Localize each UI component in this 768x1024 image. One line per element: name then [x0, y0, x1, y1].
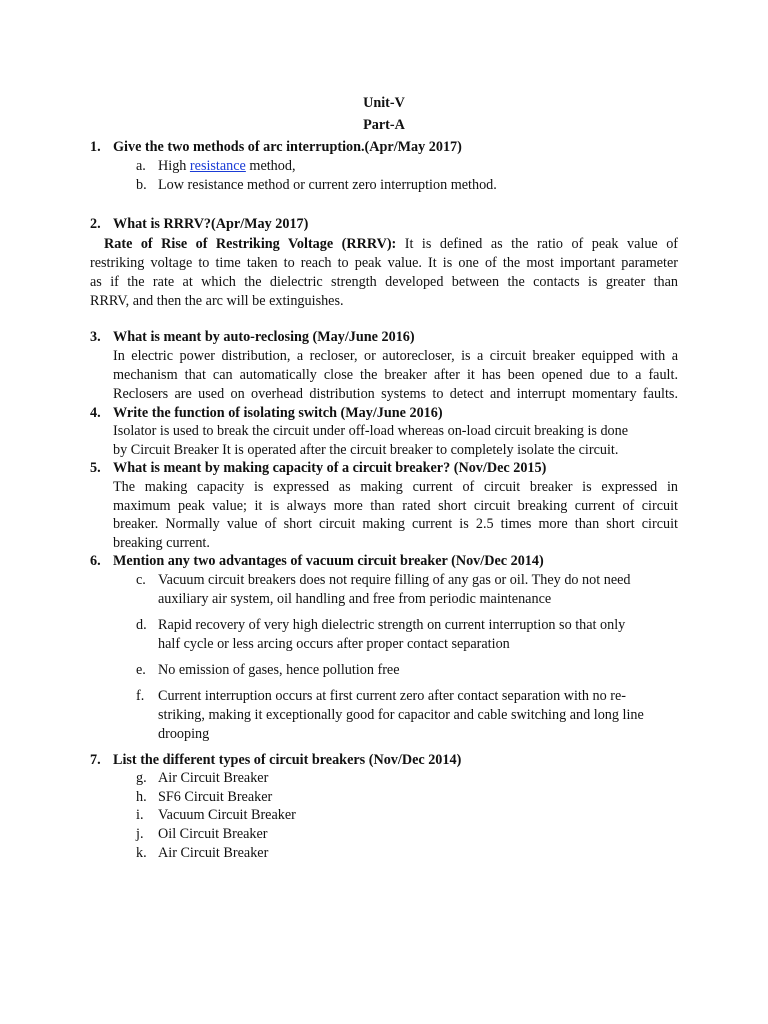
list-item: Air Circuit Breaker: [158, 770, 269, 786]
question-heading: List the different types of circuit breakers (Nov/Dec 2014): [113, 752, 462, 768]
question-heading: Give the two methods of arc interruption.(Apr/May 2017): [113, 139, 462, 155]
list-letter: d.: [136, 617, 147, 633]
unit-title: Unit-V: [363, 95, 405, 111]
list-item-line: No emission of gases, hence pollution free: [158, 662, 400, 678]
list-item-line: striking, making it exceptionally good for capacitor and cable switching and long line: [158, 707, 644, 723]
question-heading: Write the function of isolating switch (May/June 2016): [113, 405, 443, 421]
answer-line: breaking current.: [113, 535, 210, 551]
list-item-line: auxiliary air system, oil handling and free from periodic maintenance: [158, 591, 552, 607]
question-heading: What is RRRV?(Apr/May 2017): [113, 216, 309, 232]
answer-line: RRRV, and then the arc will be extinguishes.: [90, 293, 344, 309]
answer-line: by Circuit Breaker It is operated after the circuit breaker to completely isolate the circuit.: [113, 442, 619, 458]
answer-line: The making capacity is expressed as making current of circuit breaker is expressed in: [113, 479, 678, 495]
list-item-line: drooping: [158, 726, 210, 742]
answer-line: Isolator is used to break the circuit under off-load whereas on-load circuit breaking is done: [113, 423, 629, 439]
list-item: Air Circuit Breaker: [158, 845, 269, 861]
list-item-line: Current interruption occurs at first current zero after contact separation with no re-: [158, 688, 626, 704]
list-item-line: Rapid recovery of very high dielectric strength on current interruption so that only: [158, 617, 626, 633]
list-letter: i.: [136, 807, 144, 823]
question-number: 1.: [90, 139, 101, 155]
answer-line: restriking voltage to time taken to reach to peak value. It is one of the most important parameter: [90, 255, 678, 271]
answer-line: as if the rate at which the dielectric strength developed between the contacts is greater than: [90, 274, 678, 290]
question-heading: What is meant by auto-reclosing (May/June 2016): [113, 329, 415, 345]
answer-line: maximum peak value; it is always more than rated short circuit breaking current of circuit: [113, 498, 678, 514]
list-letter: j.: [136, 826, 144, 842]
answer-line: breaker. Normally value of short circuit making current is 2.5 times more than short circuit: [113, 516, 678, 532]
list-letter: a.: [136, 158, 146, 174]
list-item-text: High: [158, 158, 190, 174]
question-number: 6.: [90, 553, 101, 569]
list-item-line: half cycle or less arcing occurs after proper contact separation: [158, 636, 510, 652]
list-item: Vacuum Circuit Breaker: [158, 807, 296, 823]
answer-text: It is defined as the ratio of peak value of: [404, 236, 679, 252]
part-title: Part-A: [363, 117, 405, 133]
rrrv-term: Rate of Rise of Restriking Voltage (RRRV):: [104, 236, 397, 252]
question-number: 2.: [90, 216, 101, 232]
list-item: [158, 157, 296, 176]
answer-line: Reclosers are used on overhead distribution systems to detect and interrupt momentary faults.: [113, 386, 678, 402]
question-number: 4.: [90, 405, 101, 421]
answer-line: In electric power distribution, a recloser, or autorecloser, is a circuit breaker equipped with a: [113, 348, 678, 364]
question-number: 7.: [90, 752, 101, 768]
list-item: Oil Circuit Breaker: [158, 826, 268, 842]
resistance-link[interactable]: resistance: [189, 158, 246, 174]
answer-line: [104, 235, 678, 254]
list-item: Low resistance method or current zero interruption method.: [158, 177, 497, 193]
list-letter: k.: [136, 845, 147, 861]
list-item-text: method,: [245, 158, 296, 174]
list-letter: b.: [136, 177, 147, 193]
list-item: SF6 Circuit Breaker: [158, 789, 273, 805]
question-number: 3.: [90, 329, 101, 345]
answer-line: mechanism that can automatically close the breaker after it has been opened due to a fault.: [113, 367, 678, 383]
list-item-line: Vacuum circuit breakers does not require filling of any gas or oil. They do not need: [158, 572, 631, 588]
list-letter: g.: [136, 770, 147, 786]
question-number: 5.: [90, 460, 101, 476]
question-heading: What is meant by making capacity of a circuit breaker? (Nov/Dec 2015): [113, 460, 547, 476]
list-letter: h.: [136, 789, 147, 805]
list-letter: e.: [136, 662, 146, 678]
question-heading: Mention any two advantages of vacuum circuit breaker (Nov/Dec 2014): [113, 553, 544, 569]
list-letter: c.: [136, 572, 146, 588]
list-letter: f.: [136, 688, 145, 704]
